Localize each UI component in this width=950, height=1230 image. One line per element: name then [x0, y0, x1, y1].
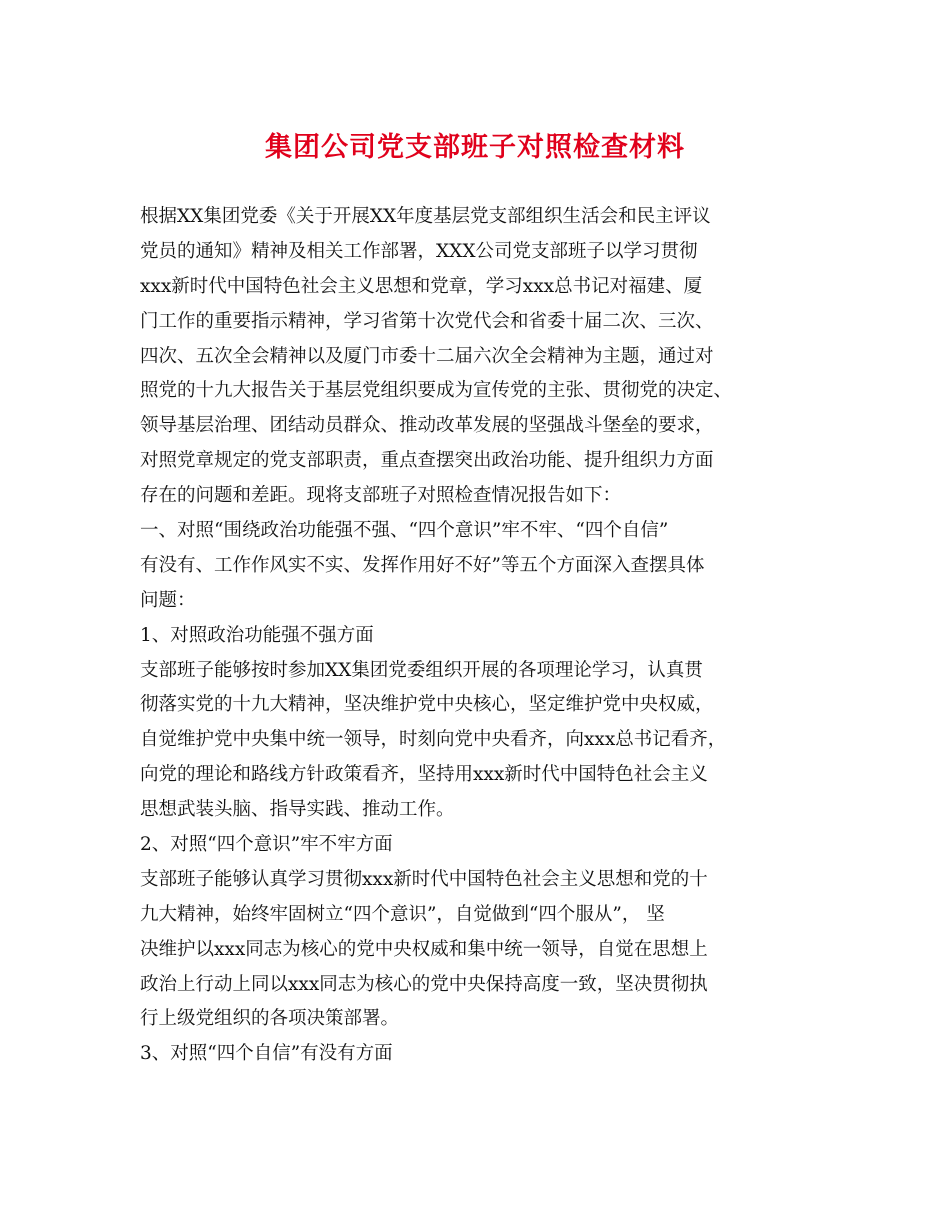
subsection-heading: 3、对照“四个自信”有没有方面: [140, 1043, 393, 1065]
text-line: 向党的理论和路线方针政策看齐，坚持用xxx新时代中国特色社会主义: [140, 764, 708, 786]
page-title: 集团公司党支部班子对照检查材料: [265, 132, 685, 163]
text-line: 照党的十九大报告关于基层党组织要成为宣传党的主张、贯彻党的决定、: [140, 380, 733, 402]
text-line: 彻落实党的十九大精神，坚决维护党中央核心，坚定维护党中央权威，: [140, 694, 714, 716]
text-line: 九大精神，始终牢固树立“四个意识”，自觉做到“四个服从”， 坚: [140, 903, 665, 925]
section-heading: 一、对照“围绕政治功能强不强、“四个意识”牢不牢、“四个自信”: [140, 520, 669, 542]
text-line: 四次、五次全会精神以及厦门市委十二届六次全会精神为主题，通过对: [140, 345, 714, 367]
subsection-heading: 2、对照“四个意识”牢不牢方面: [140, 834, 393, 856]
text-line: xxx新时代中国特色社会主义思想和党章，学习xxx总书记对福建、厦: [140, 275, 703, 297]
text-line: 支部班子能够按时参加XX集团党委组织开展的各项理论学习，认真贯: [140, 659, 703, 681]
text-line: 存在的问题和差距。现将支部班子对照检查情况报告如下：: [140, 485, 622, 507]
text-line: 决维护以xxx同志为核心的党中央权威和集中统一领导，自觉在思想上: [140, 938, 708, 960]
text-line: 自觉维护党中央集中统一领导，时刻向党中央看齐，向xxx总书记看齐，: [140, 729, 727, 751]
section-heading: 问题：: [140, 589, 196, 611]
text-line: 行上级党组织的各项决策部署。: [140, 1008, 400, 1030]
section-heading: 有没有、工作作风实不实、发挥作用好不好”等五个方面深入查摆具体: [140, 554, 705, 576]
text-line: 思想武装头脑、指导实践、推动工作。: [140, 799, 455, 821]
text-line: 领导基层治理、团结动员群众、推动改革发展的坚强战斗堡垒的要求，: [140, 415, 714, 437]
text-line: 门工作的重要指示精神，学习省第十次党代会和省委十届二次、三次、: [140, 310, 714, 332]
subsection-heading: 1、对照政治功能强不强方面: [140, 624, 374, 646]
text-line: 党员的通知》精神及相关工作部署，XXX公司党支部班子以学习贯彻: [140, 240, 698, 262]
body-text: [140, 200, 830, 1072]
text-line: 根据XX集团党委《关于开展XX年度基层党支部组织生活会和民主评议: [140, 206, 711, 227]
text-line: 支部班子能够认真学习贯彻xxx新时代中国特色社会主义思想和党的十: [140, 868, 708, 890]
text-line: 对照党章规定的党支部职责，重点查摆突出政治功能、提升组织力方面: [140, 450, 714, 472]
text-line: 政治上行动上同以xxx同志为核心的党中央保持高度一致，坚决贯彻执: [140, 973, 708, 995]
